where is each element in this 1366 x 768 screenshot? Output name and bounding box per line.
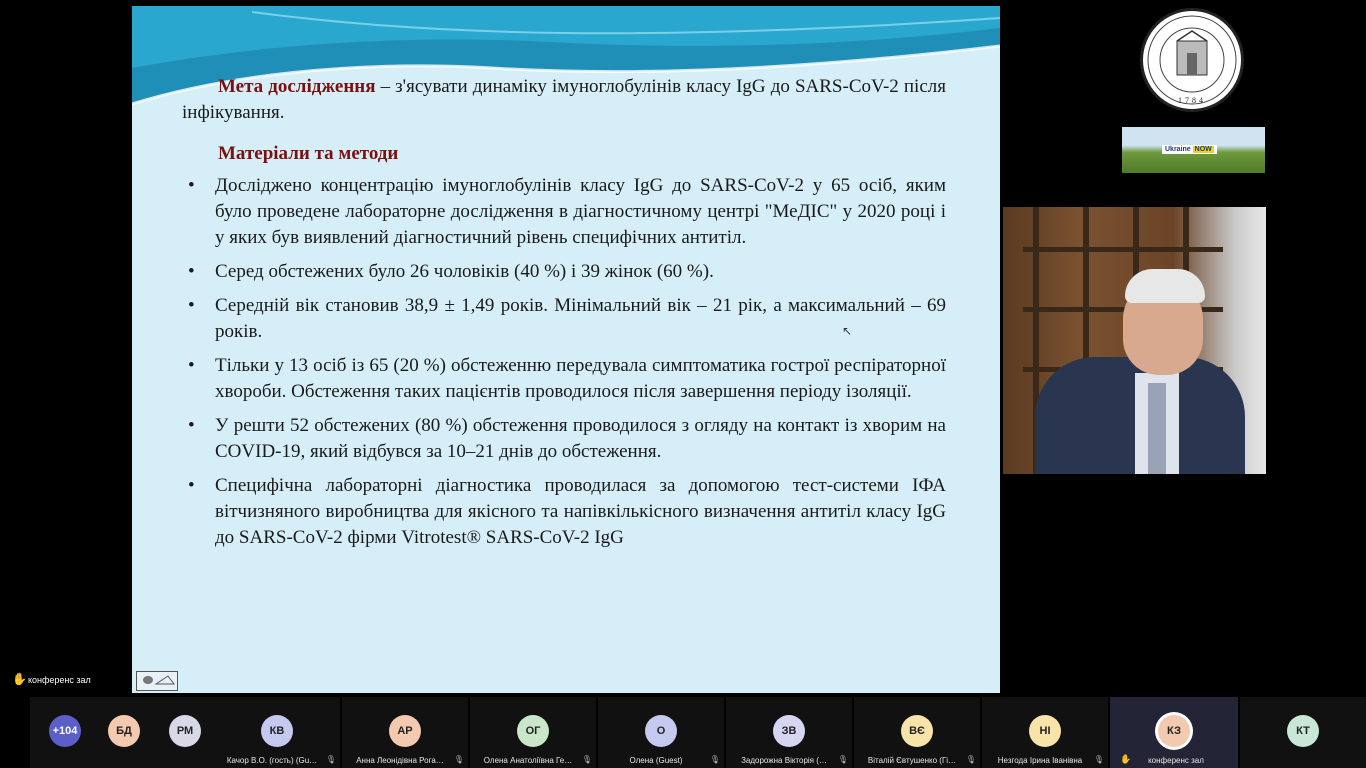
participant-name: Олена Анатоліївна Ге… (483, 756, 573, 765)
bullet-item: • Специфічна лабораторні діагностика проводилася за допомогою тест-системи ІФА вітчизняного виробництва для якісного та напівкількісного визначення антитіл класу IgG до SARS-CoV-2 фірми Vitrotest® SARS-CoV-2 IgG (182, 473, 946, 551)
bullet-item: • Серед обстежених було 26 чоловіків (40 %) і 39 жінок (60 %). (182, 259, 946, 285)
participant-tile[interactable] (470, 697, 596, 768)
participant-name: конференс зал (1148, 756, 1204, 765)
bullet-item: • У решти 52 обстежених (80 %) обстеження проводилося з огляду на контакт із хворим на COVID-19, який відбувся за 10–21 днів до обстеження. (182, 413, 946, 465)
ukraine-now-badge (1162, 145, 1217, 154)
participant-tile[interactable] (92, 697, 156, 768)
participant-avatar: ОГ (517, 715, 549, 747)
overflow-count[interactable]: +104 (49, 715, 81, 747)
participant-avatar: КТ (1287, 715, 1319, 747)
participant-tile-active[interactable] (1110, 697, 1238, 768)
university-seal-logo (1140, 8, 1244, 112)
participant-tile[interactable] (982, 697, 1108, 768)
goal-text: – з'ясувати динаміку імуноглобулінів класу IgG до SARS-CoV-2 після інфікування. (182, 76, 946, 123)
goal-label: Мета дослідження (218, 76, 376, 97)
participant-avatar: БД (108, 715, 140, 747)
raised-hand-label: конференс зал (28, 675, 91, 685)
mic-muted-icon: 🎙 (325, 755, 336, 764)
participant-name: Задорожна Вікторія (… (741, 756, 827, 765)
participant-tile[interactable] (854, 697, 980, 768)
participant-name: Анна Леонідівна Рога… (356, 756, 444, 765)
ukraine-now-banner (1122, 127, 1265, 173)
participant-avatar: ВЄ (901, 715, 933, 747)
participant-tile[interactable] (214, 697, 340, 768)
research-goal (182, 74, 946, 126)
participant-tile-overflow[interactable] (30, 697, 100, 768)
participant-avatar: КЗ (1158, 715, 1190, 747)
participant-avatar: ЗВ (773, 715, 805, 747)
ukraine-now-now: NOW (1194, 146, 1212, 153)
mic-muted-icon: 🎙 (837, 755, 848, 764)
participant-tile[interactable] (156, 697, 214, 768)
bullet-item: • Досліджено концентрацію імуноглобулінів класу IgG до SARS-CoV-2 у 65 осіб, яким було проведене лабораторне дослідження в діагностичному центрі "МеДІС" у 2020 році і у яких був виявлений діагностичний рівень специфічних антитіл. (182, 173, 946, 251)
participant-name: Незгода Ірина Іванівна (997, 756, 1083, 765)
participant-avatar: РМ (169, 715, 201, 747)
presentation-slide (132, 6, 1000, 693)
slide-content (182, 74, 946, 559)
participant-tile[interactable] (342, 697, 468, 768)
mic-muted-icon: 🎙 (581, 755, 592, 764)
mic-muted-icon: 🎙 (453, 755, 464, 764)
participant-name: Олена (Guest) (629, 756, 683, 765)
speaker-video-feed (1003, 207, 1266, 474)
bullet-item: • Середній вік становив 38,9 ± 1,49 років. Мінімальний вік – 21 рік, а максимальний – 69 років. (182, 293, 946, 345)
participant-avatar: О (645, 715, 677, 747)
seal-year: 1784 (1178, 96, 1206, 105)
participant-tile[interactable] (1240, 697, 1366, 768)
slide-footer-logo (136, 671, 178, 691)
participant-strip (0, 697, 1366, 768)
raised-hand-icon: ✋ (1120, 754, 1132, 764)
participant-name: Віталій Євтушенко (Гі… (867, 756, 957, 765)
participant-avatar: КВ (261, 715, 293, 747)
participant-avatar: НІ (1029, 715, 1061, 747)
participant-avatar: АР (389, 715, 421, 747)
bullet-item: • Тільки у 13 осіб із 65 (20 %) обстеженню передувала симптоматика гострої респіраторної хвороби. Обстеження таких пацієнтів проводилося після завершення періоду ізоляції. (182, 353, 946, 405)
participant-name: Качор В.О. (гость) (Gu… (226, 756, 318, 765)
mic-muted-icon: 🎙 (965, 755, 976, 764)
raised-hand-icon: ✋ (12, 672, 27, 686)
mouse-cursor-icon: ↖ (842, 324, 853, 338)
section-title: Матеріали та методи (218, 143, 399, 164)
ukraine-now-word: Ukraine (1165, 146, 1191, 153)
speaker-hair (1125, 269, 1205, 303)
speaker-tie (1148, 383, 1166, 474)
bullet-list (182, 173, 946, 551)
mic-muted-icon: 🎙 (1093, 755, 1104, 764)
participant-tile[interactable] (598, 697, 724, 768)
participant-tile[interactable] (726, 697, 852, 768)
mic-muted-icon: 🎙 (709, 755, 720, 764)
